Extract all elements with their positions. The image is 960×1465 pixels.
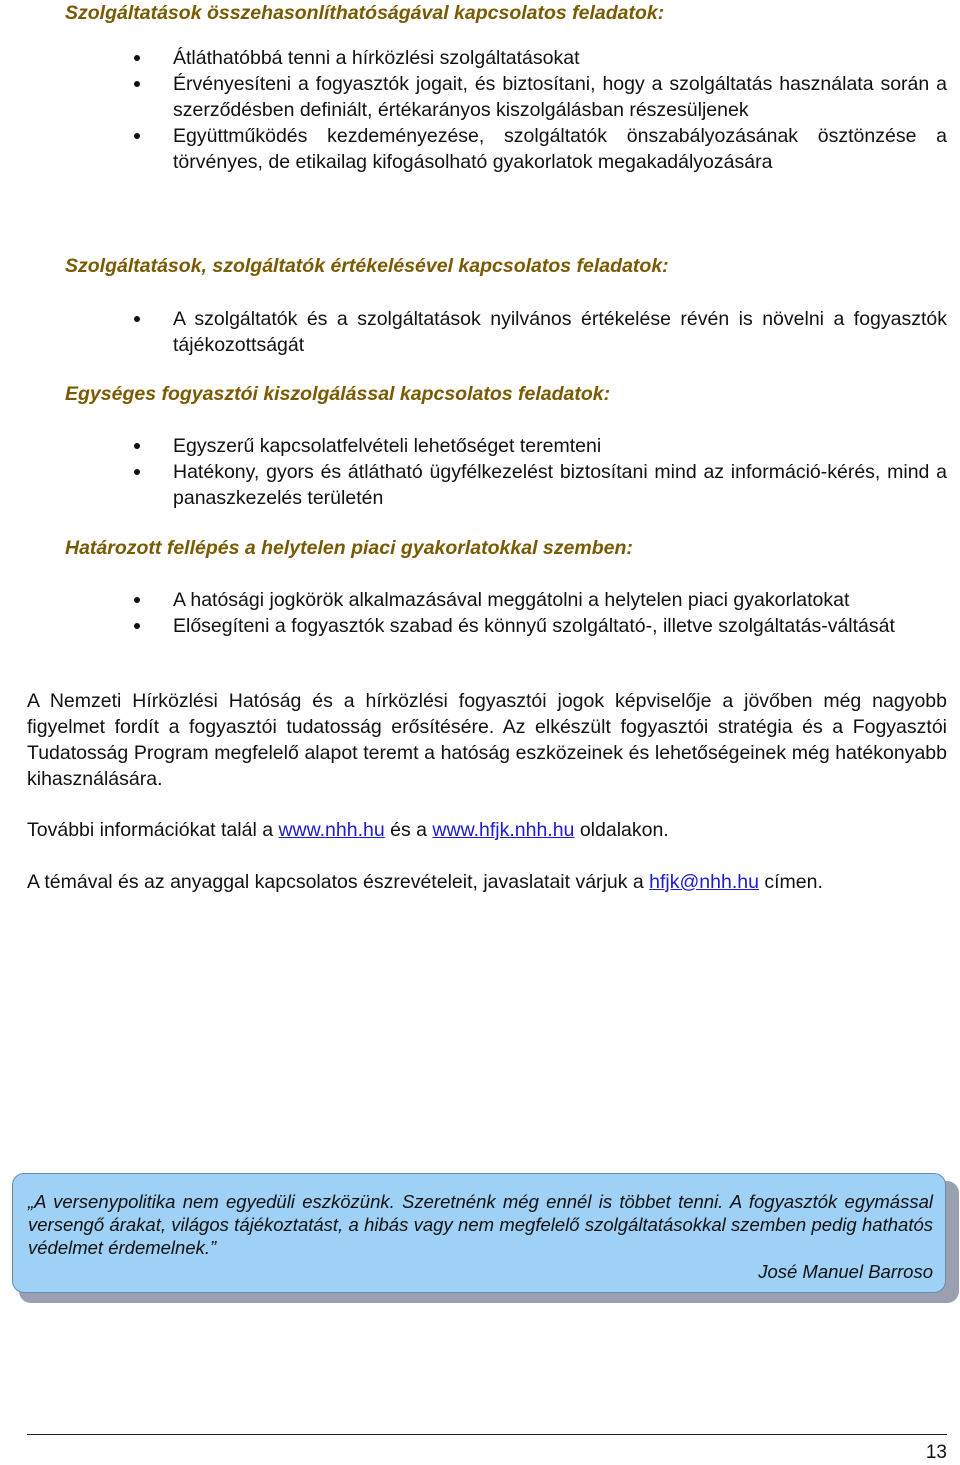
bullet-list-comparability xyxy=(130,45,947,175)
nhh-website-link[interactable]: www.nhh.hu xyxy=(278,819,385,841)
quote-text: „A versenypolitika nem egyedüli eszközünk. Szeretnénk még ennél is többet tenni. A fogyasztók egymással versengő árakat, világos tájékoztatást, a hibás vagy nem megfelelő szolgáltatásokkal szemben pedig hathatós védelmet érdemelnek.” xyxy=(28,1191,933,1258)
hfjk-website-link[interactable]: www.hfjk.nhh.hu xyxy=(432,819,575,841)
footer-divider xyxy=(27,1434,947,1435)
bullet-icon xyxy=(134,316,140,322)
list-item: Elősegíteni a fogyasztók szabad és könnyű szolgáltató-, illetve szolgáltatás-váltását xyxy=(130,613,947,639)
closing-paragraph: A Nemzeti Hírközlési Hatóság és a hírközlési fogyasztói jogok képviselője a jövőben még nagyobb figyelmet fordít a fogyasztói tudatosság erősítésére. Az elkészült fogyasztói stratégia és a Fogyasztói Tudatosság Program megfelelő alapot teremt a hatóság eszközeinek és lehetőségeinek még hatékonyabb kihasználására. xyxy=(27,690,947,790)
section-heading-comparability: Szolgáltatások összehasonlíthatóságával kapcsolatos feladatok: xyxy=(65,2,665,24)
list-item: Érvényesíteni a fogyasztók jogait, és biztosítani, hogy a szolgáltatás használata során a szerződésben definiált, értékarányos kiszolgálásban részesüljenek xyxy=(130,71,947,123)
bullet-icon xyxy=(134,469,140,475)
list-item: Egyszerű kapcsolatfelvételi lehetőséget teremteni xyxy=(130,433,947,459)
bullet-icon xyxy=(134,623,140,629)
section-heading-market-practices: Határozott fellépés a helytelen piaci gyakorlatokkal szemben: xyxy=(65,537,633,559)
list-item: A hatósági jogkörök alkalmazásával meggátolni a helytelen piaci gyakorlatokat xyxy=(130,587,947,613)
feedback-paragraph: A témával és az anyaggal kapcsolatos észrevételeit, javaslatait várjuk a hfjk@nhh.hu címen. xyxy=(27,871,823,893)
bullet-icon xyxy=(134,133,140,139)
bullet-icon xyxy=(134,55,140,61)
bullet-icon xyxy=(134,81,140,87)
bullet-list-evaluation xyxy=(130,306,947,358)
quote-author: José Manuel Barroso xyxy=(758,1261,933,1282)
bullet-icon xyxy=(134,443,140,449)
bullet-list-customer-service xyxy=(130,433,947,511)
bullet-list-market-practices xyxy=(130,587,947,639)
list-item: Együttműködés kezdeményezése, szolgáltatók önszabályozásának ösztönzése a törvényes, de etikailag kifogásolható gyakorlatok megakadályozására xyxy=(130,123,947,175)
more-info-paragraph: További információkat talál a www.nhh.hu és a www.hfjk.nhh.hu oldalakon. xyxy=(27,819,669,841)
list-item: Hatékony, gyors és átlátható ügyfélkezelést biztosítani mind az információ-kérés, mind a panaszkezelés területén xyxy=(130,459,947,511)
section-heading-evaluation: Szolgáltatások, szolgáltatók értékelésével kapcsolatos feladatok: xyxy=(65,255,669,277)
section-heading-customer-service: Egységes fogyasztói kiszolgálással kapcsolatos feladatok: xyxy=(65,383,611,405)
email-link[interactable]: hfjk@nhh.hu xyxy=(649,871,759,893)
list-item: Átláthatóbbá tenni a hírközlési szolgáltatásokat xyxy=(130,45,947,71)
bullet-icon xyxy=(134,597,140,603)
list-item: A szolgáltatók és a szolgáltatások nyilvános értékelése révén is növelni a fogyasztók tájékozottságát xyxy=(130,306,947,358)
page-number: 13 xyxy=(925,1442,947,1463)
